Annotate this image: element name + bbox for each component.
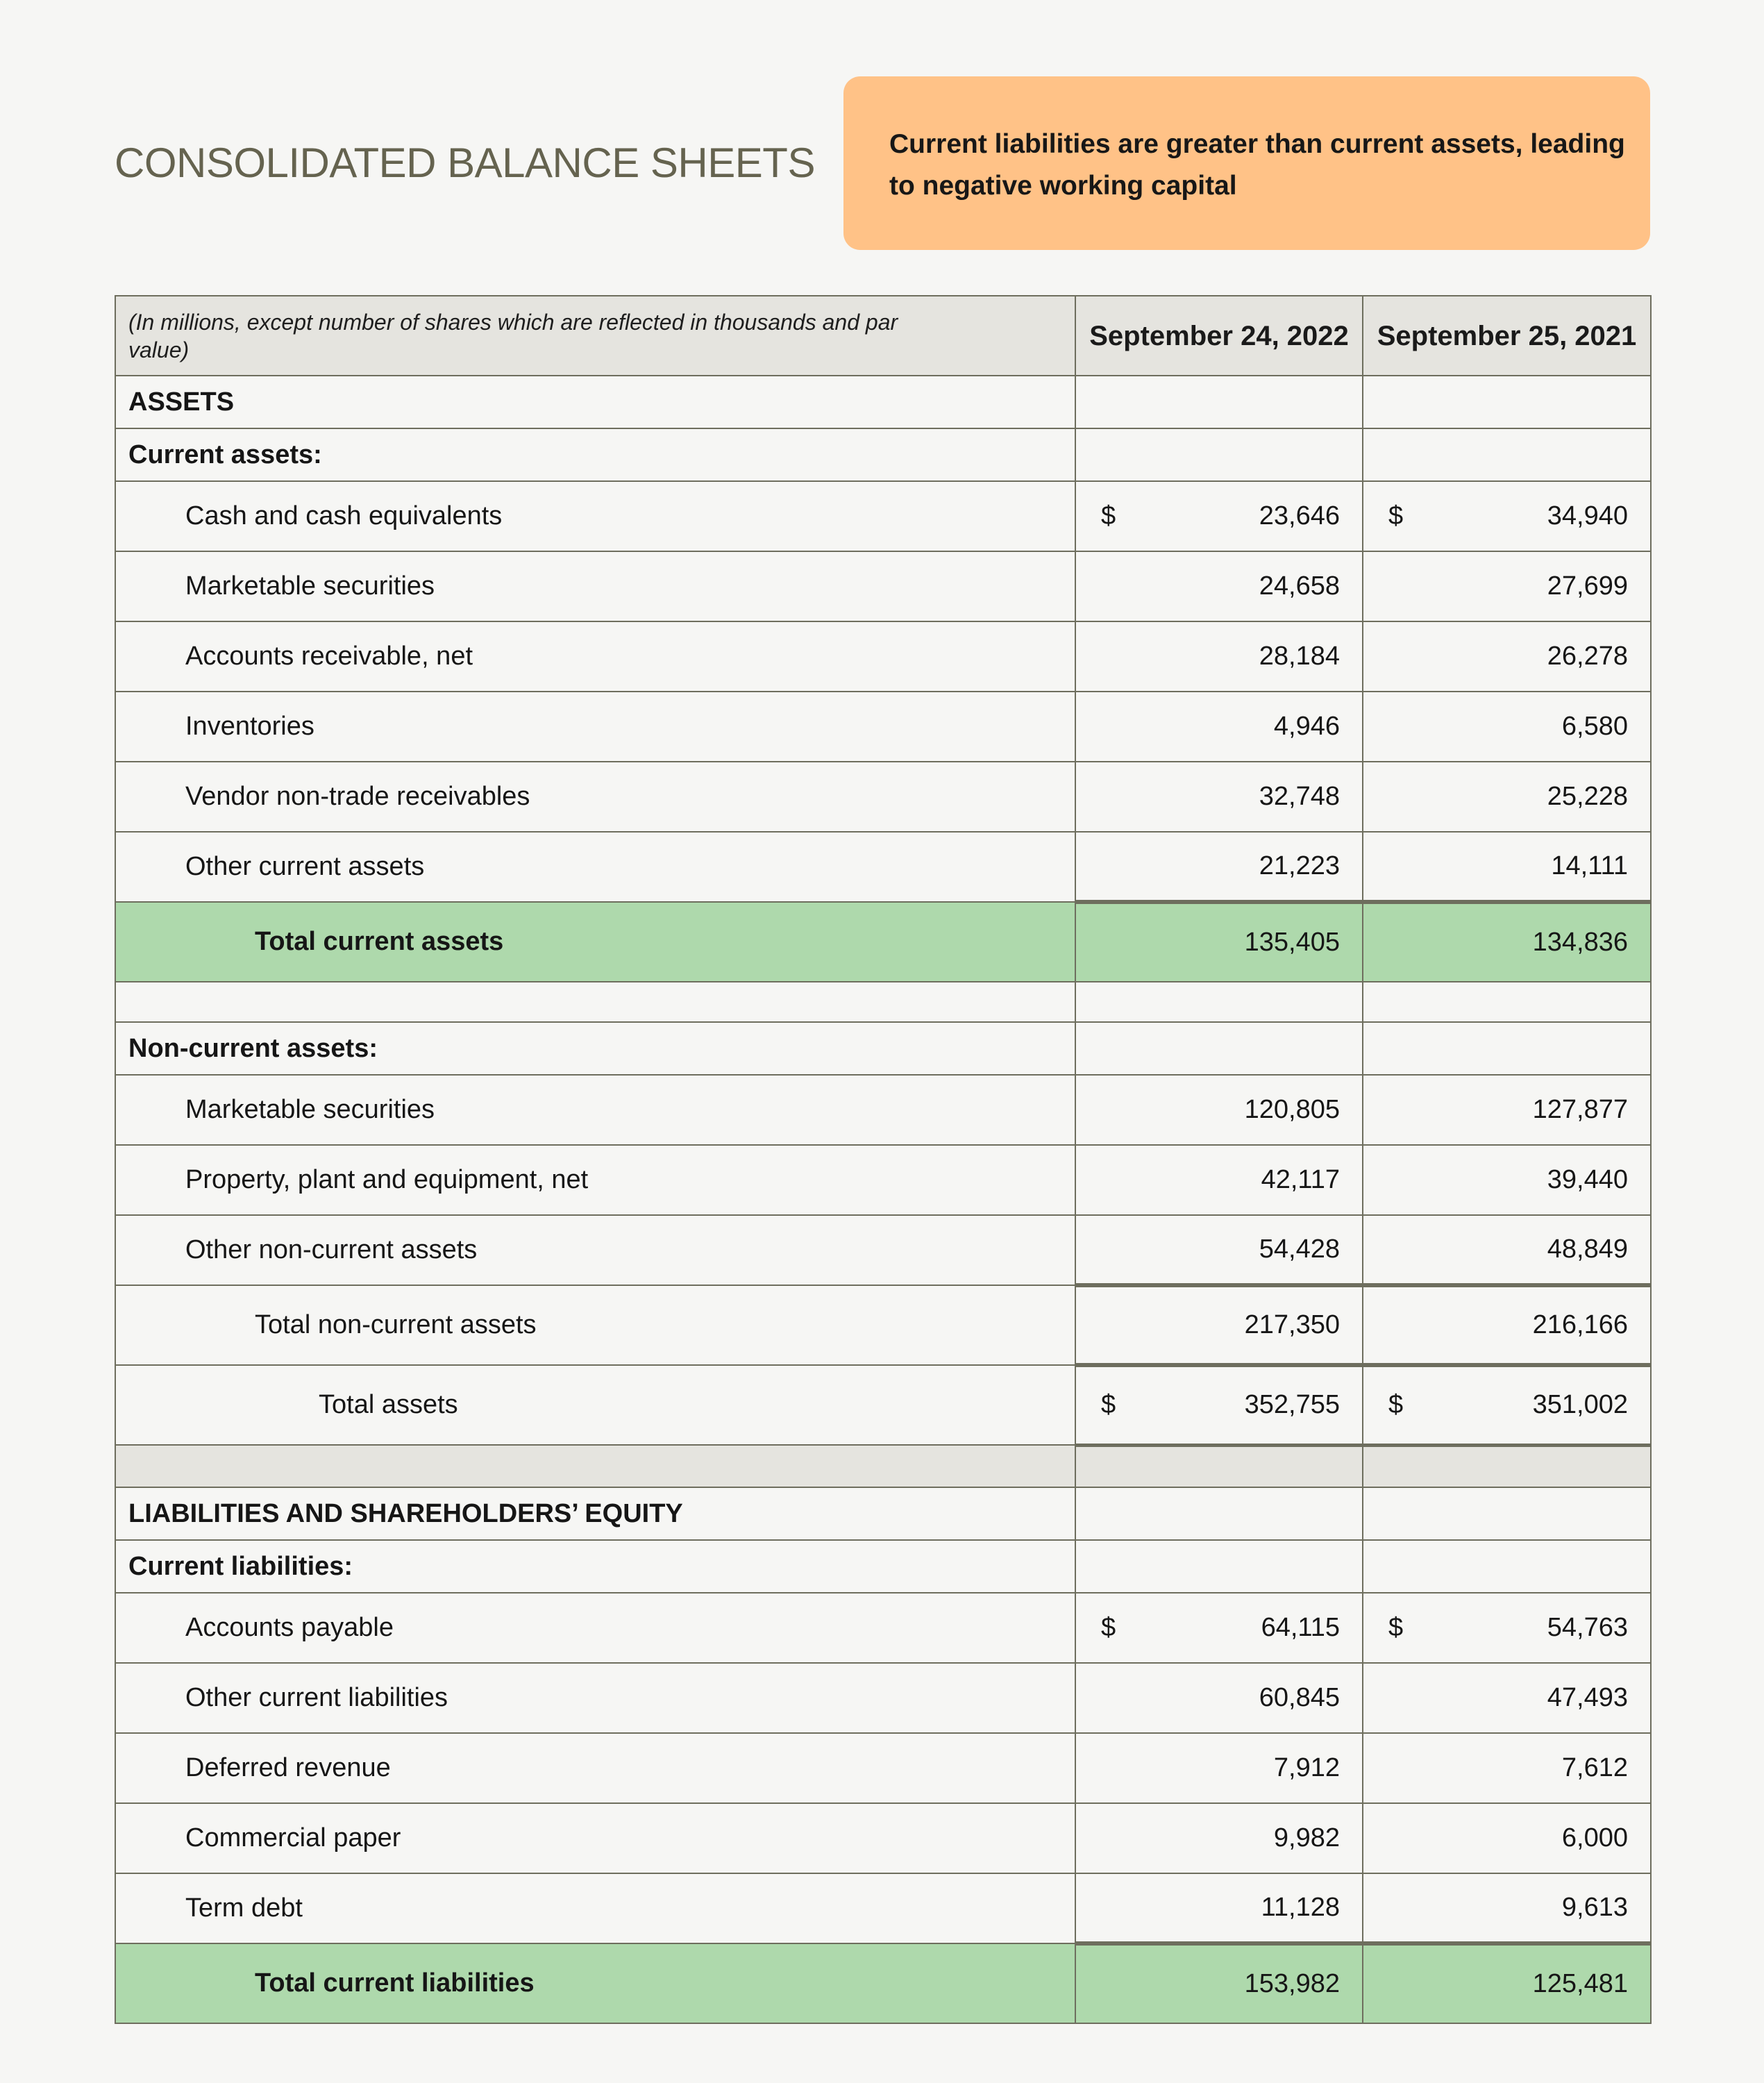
value-2022 xyxy=(1075,1215,1363,1285)
row-label: Commercial paper xyxy=(115,1803,1075,1873)
row-label xyxy=(115,1445,1075,1487)
currency-symbol: $ xyxy=(1101,501,1116,530)
currency-symbol: $ xyxy=(1388,1390,1404,1420)
amount: 7,612 xyxy=(1561,1753,1628,1782)
row-label: Total non-current assets xyxy=(115,1285,1075,1365)
currency-symbol: $ xyxy=(1101,1613,1116,1642)
value-2021 xyxy=(1363,1873,1651,1943)
section-row xyxy=(115,376,1651,428)
amount: 7,912 xyxy=(1273,1753,1340,1782)
callout-note xyxy=(843,76,1650,250)
amount: 120,805 xyxy=(1244,1095,1340,1124)
value-2021 xyxy=(1363,1445,1651,1487)
value-2021 xyxy=(1363,428,1651,481)
value-2022 xyxy=(1075,428,1363,481)
amount: 351,002 xyxy=(1532,1390,1628,1420)
amount: 34,940 xyxy=(1547,501,1628,530)
value-2022 xyxy=(1075,376,1363,428)
currency-symbol: $ xyxy=(1388,501,1404,530)
row-label: LIABILITIES AND SHAREHOLDERS’ EQUITY xyxy=(115,1487,1075,1540)
value-2022 xyxy=(1075,1943,1363,2023)
total-row xyxy=(115,1285,1651,1365)
amount: 64,115 xyxy=(1261,1613,1340,1642)
amount: 47,493 xyxy=(1547,1683,1628,1712)
row-label: Current assets: xyxy=(115,428,1075,481)
table-row xyxy=(115,551,1651,621)
column-header-2021: September 25, 2021 xyxy=(1363,296,1651,376)
table-row xyxy=(115,832,1651,902)
value-2022 xyxy=(1075,1075,1363,1145)
amount: 216,166 xyxy=(1532,1310,1628,1339)
value-2021 xyxy=(1363,376,1651,428)
spacer-row xyxy=(115,982,1651,1022)
value-2021 xyxy=(1363,1285,1651,1365)
row-label: Vendor non-trade receivables xyxy=(115,762,1075,832)
amount: 4,946 xyxy=(1273,712,1340,741)
row-label: Total assets xyxy=(115,1365,1075,1445)
table-row xyxy=(115,1873,1651,1943)
amount: 48,849 xyxy=(1547,1235,1628,1264)
amount: 6,000 xyxy=(1561,1823,1628,1852)
row-label: Marketable securities xyxy=(115,551,1075,621)
table-row xyxy=(115,762,1651,832)
amount: 26,278 xyxy=(1547,642,1628,671)
value-2022 xyxy=(1075,1487,1363,1540)
value-2021 xyxy=(1363,1593,1651,1663)
amount: 14,111 xyxy=(1551,851,1628,880)
row-label: Other current liabilities xyxy=(115,1663,1075,1733)
amount: 42,117 xyxy=(1261,1165,1340,1194)
amount: 127,877 xyxy=(1532,1095,1628,1124)
table-row xyxy=(115,692,1651,762)
spacer-row xyxy=(115,1445,1651,1487)
table-header-row xyxy=(115,296,1651,376)
value-2021 xyxy=(1363,1215,1651,1285)
value-2022 xyxy=(1075,551,1363,621)
value-2021 xyxy=(1363,1733,1651,1803)
amount: 21,223 xyxy=(1259,851,1340,880)
amount: 25,228 xyxy=(1547,782,1628,811)
amount: 54,428 xyxy=(1259,1235,1340,1264)
value-2021 xyxy=(1363,1943,1651,2023)
value-2021 xyxy=(1363,551,1651,621)
row-label: Term debt xyxy=(115,1873,1075,1943)
table-row xyxy=(115,481,1651,551)
value-2021 xyxy=(1363,1075,1651,1145)
row-label: Other non-current assets xyxy=(115,1215,1075,1285)
amount: 125,481 xyxy=(1532,1969,1628,1998)
table-row xyxy=(115,1145,1651,1215)
row-label: Current liabilities: xyxy=(115,1540,1075,1593)
value-2021 xyxy=(1363,1540,1651,1593)
row-label: ASSETS xyxy=(115,376,1075,428)
value-2022 xyxy=(1075,832,1363,902)
row-label: Inventories xyxy=(115,692,1075,762)
row-label: Non-current assets: xyxy=(115,1022,1075,1075)
row-label: Cash and cash equivalents xyxy=(115,481,1075,551)
value-2022 xyxy=(1075,1285,1363,1365)
row-label: Marketable securities xyxy=(115,1075,1075,1145)
row-label: Accounts receivable, net xyxy=(115,621,1075,692)
value-2022 xyxy=(1075,982,1363,1022)
value-2021 xyxy=(1363,1365,1651,1445)
amount: 134,836 xyxy=(1532,928,1628,957)
row-label: Other current assets xyxy=(115,832,1075,902)
value-2022 xyxy=(1075,1145,1363,1215)
amount: 153,982 xyxy=(1244,1969,1340,1998)
row-label: Total current liabilities xyxy=(115,1943,1075,2023)
amount: 54,763 xyxy=(1547,1613,1628,1642)
amount: 28,184 xyxy=(1259,642,1340,671)
value-2021 xyxy=(1363,621,1651,692)
value-2021 xyxy=(1363,481,1651,551)
section-row xyxy=(115,1540,1651,1593)
currency-symbol: $ xyxy=(1101,1390,1116,1420)
value-2022 xyxy=(1075,1733,1363,1803)
value-2022 xyxy=(1075,1663,1363,1733)
value-2022 xyxy=(1075,621,1363,692)
value-2021 xyxy=(1363,832,1651,902)
value-2022 xyxy=(1075,902,1363,982)
table-row xyxy=(115,1075,1651,1145)
table-row xyxy=(115,1663,1651,1733)
row-label: Accounts payable xyxy=(115,1593,1075,1663)
value-2022 xyxy=(1075,692,1363,762)
amount: 39,440 xyxy=(1547,1165,1628,1194)
amount: 135,405 xyxy=(1244,928,1340,957)
table-row xyxy=(115,621,1651,692)
value-2022 xyxy=(1075,1803,1363,1873)
value-2022 xyxy=(1075,481,1363,551)
amount: 6,580 xyxy=(1561,712,1628,741)
value-2022 xyxy=(1075,1365,1363,1445)
amount: 9,982 xyxy=(1273,1823,1340,1852)
amount: 27,699 xyxy=(1547,571,1628,601)
value-2022 xyxy=(1075,1873,1363,1943)
section-row xyxy=(115,1487,1651,1540)
amount: 352,755 xyxy=(1244,1390,1340,1420)
amount: 60,845 xyxy=(1259,1683,1340,1712)
value-2021 xyxy=(1363,1145,1651,1215)
value-2021 xyxy=(1363,1663,1651,1733)
total-row xyxy=(115,1943,1651,2023)
value-2021 xyxy=(1363,1487,1651,1540)
value-2021 xyxy=(1363,902,1651,982)
total-row xyxy=(115,1365,1651,1445)
value-2021 xyxy=(1363,1803,1651,1873)
amount: 24,658 xyxy=(1259,571,1340,601)
total-row xyxy=(115,902,1651,982)
table-row xyxy=(115,1593,1651,1663)
column-header-2022: September 24, 2022 xyxy=(1075,296,1363,376)
row-label: Total current assets xyxy=(115,902,1075,982)
value-2022 xyxy=(1075,1022,1363,1075)
value-2021 xyxy=(1363,692,1651,762)
amount: 23,646 xyxy=(1259,501,1340,530)
table-row xyxy=(115,1215,1651,1285)
table-row xyxy=(115,1803,1651,1873)
page-title: CONSOLIDATED BALANCE SHEETS xyxy=(115,140,815,186)
value-2021 xyxy=(1363,762,1651,832)
units-note: (In millions, except number of shares which are reflected in thousands and par value) xyxy=(115,296,1075,376)
value-2021 xyxy=(1363,1022,1651,1075)
balance-sheet-table xyxy=(115,295,1652,2024)
value-2021 xyxy=(1363,982,1651,1022)
section-row xyxy=(115,428,1651,481)
section-row xyxy=(115,1022,1651,1075)
amount: 217,350 xyxy=(1244,1310,1340,1339)
row-label xyxy=(115,982,1075,1022)
value-2022 xyxy=(1075,1593,1363,1663)
amount: 9,613 xyxy=(1561,1893,1628,1922)
table-row xyxy=(115,1733,1651,1803)
value-2022 xyxy=(1075,1540,1363,1593)
value-2022 xyxy=(1075,762,1363,832)
amount: 11,128 xyxy=(1261,1893,1340,1922)
amount: 32,748 xyxy=(1259,782,1340,811)
callout-text: Current liabilities are greater than current assets, leading to negative working capital xyxy=(889,129,1625,201)
row-label: Deferred revenue xyxy=(115,1733,1075,1803)
table-body xyxy=(115,376,1651,2023)
row-label: Property, plant and equipment, net xyxy=(115,1145,1075,1215)
currency-symbol: $ xyxy=(1388,1613,1404,1642)
value-2022 xyxy=(1075,1445,1363,1487)
